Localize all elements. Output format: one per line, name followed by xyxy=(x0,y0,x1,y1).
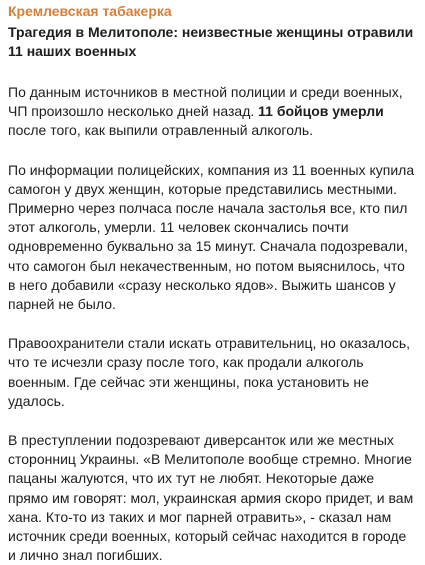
paragraph-1-text-b: после того, как выпили отравленный алкоголь. xyxy=(8,122,314,139)
paragraph-4: В преступлении подозревают диверсанток или же местных сторонниц Украины. «В Мелитополе вообще стремно. Многие пацаны жалуются, что их тут не любят. Некоторые даже прямо им говорят: мол, украинская армия скоро придет, и вам хана. Кто-то из таких и мог парней отравить», - сказал нам источник среди военных, который сейчас находится в городе и лично знал погибших. xyxy=(8,432,414,564)
paragraph-1-bold: 11 бойцов умерли xyxy=(258,103,384,120)
paragraph-1-text-a: По данным источников в местной полиции и среди военных, ЧП произошло несколько дней назад. xyxy=(8,84,403,120)
paragraph-3: Правоохранители стали искать отравительниц, но оказалось, что те исчезли сразу после того, как продали алкоголь военным. Где сейчас эти женщины, пока установить не удалось. xyxy=(8,335,411,409)
paragraph-1 xyxy=(8,83,415,141)
paragraph-2: По информации полицейских, компания из 11 военных купила самогон у двух женщин, которые представились местными. Примерно через полчаса после начала застолья все, кто пил этот алкоголь, умерли. 11 человек скончались почти одновременно буквально за 15 минут. Сначала подозревали, что самогон был некачественным, но потом выяснилось, что в него добавили «сразу несколько ядов». Выжить шансов у парней не было. xyxy=(8,161,415,313)
channel-name[interactable]: Кремлевская табакерка xyxy=(8,3,172,19)
post-title: Трагедия в Мелитополе: неизвестные женщины отравили 11 наших военных xyxy=(8,24,414,59)
